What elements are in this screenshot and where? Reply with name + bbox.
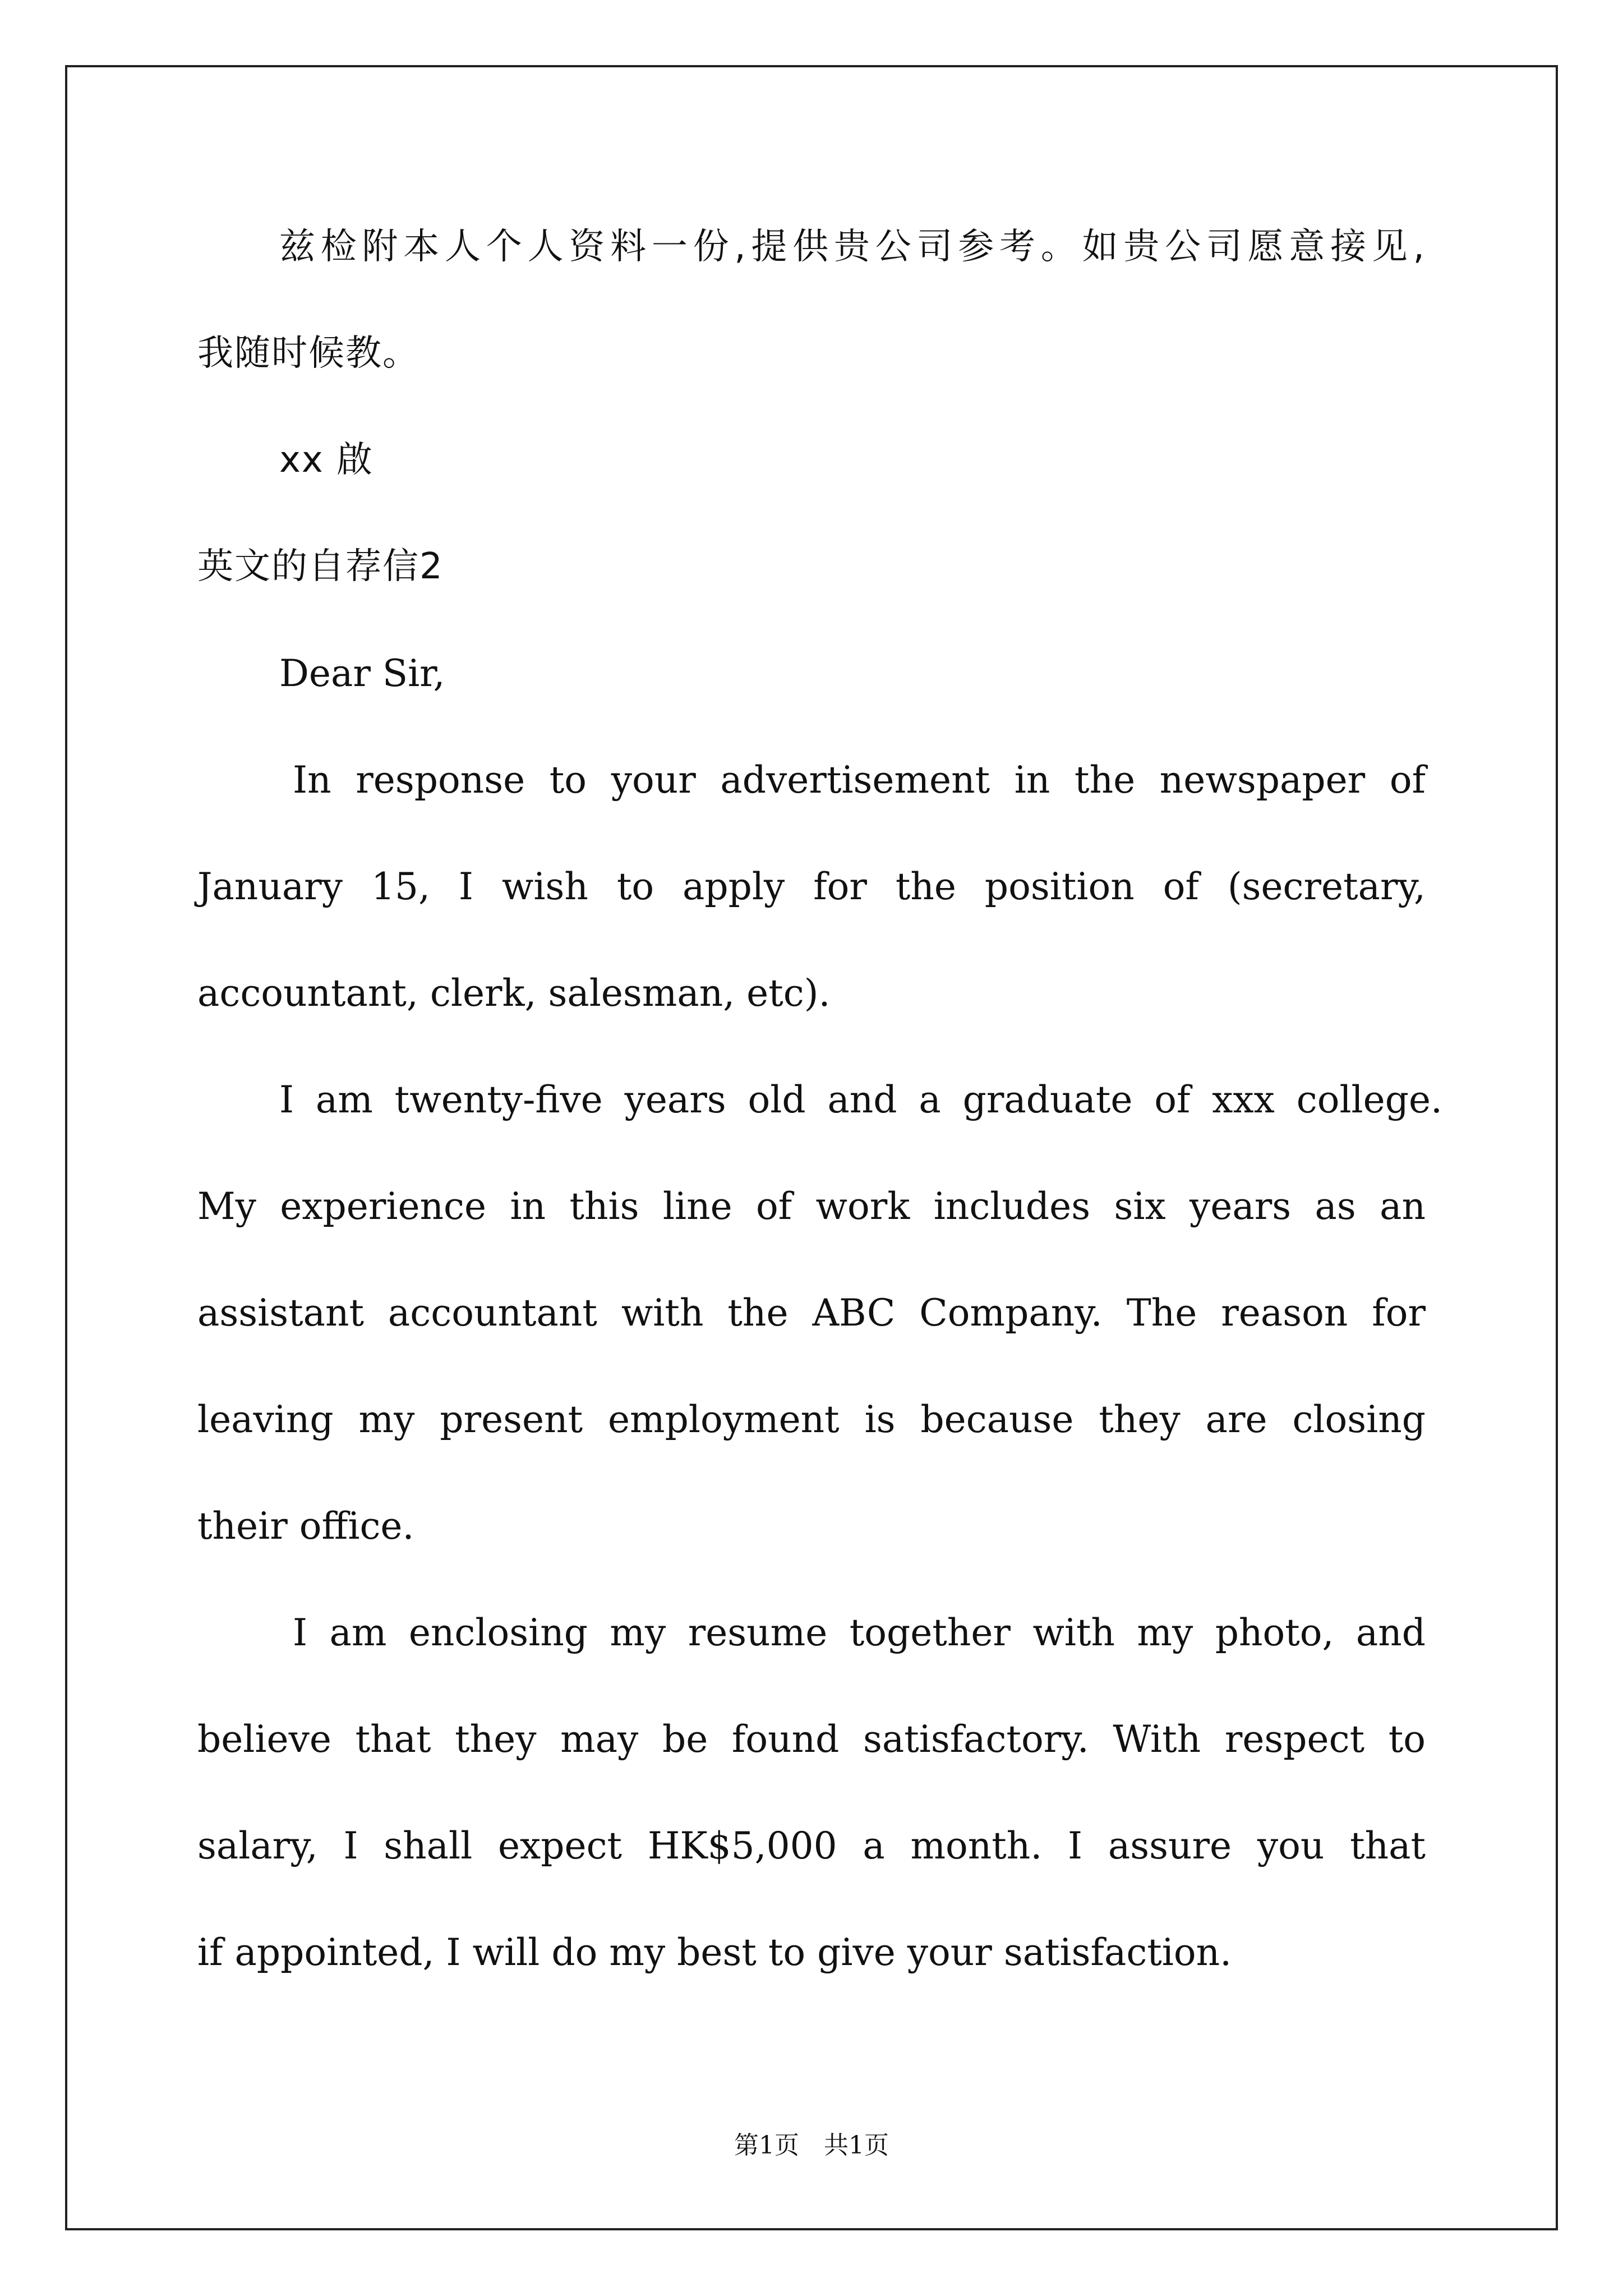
body-text-line: accountant, clerk, salesman, etc). [197, 972, 831, 1015]
body-text-line: if appointed, I will do my best to give your satisfaction. [197, 1931, 1232, 1974]
body-text-line: I am twenty-five years old and a graduate of xxx college. [279, 1078, 1442, 1121]
page-number-footer: 第1页 共1页 [734, 2131, 889, 2160]
body-text-line: 我随时候教。 [197, 333, 419, 374]
body-text-line: salary, I shall expect HK$5,000 a month. I assure you that [197, 1824, 1426, 1867]
body-text-line: leaving my present employment is because they are closing [197, 1398, 1426, 1441]
body-text-line: I am enclosing my resume together with my photo, and [293, 1611, 1426, 1654]
page-border [65, 65, 1558, 2230]
section-heading: 英文的自荐信2 [197, 546, 444, 587]
body-text-line: January 15, I wish to apply for the position of (secretary, [197, 865, 1426, 908]
salutation: Dear Sir, [279, 652, 445, 695]
body-text-line: 兹检附本人个人资料一份,提供贵公司参考。如贵公司愿意接见, [279, 226, 1426, 268]
body-text-line: My experience in this line of work includes six years as an [197, 1185, 1426, 1228]
body-text-line: their office. [197, 1504, 414, 1548]
body-text-line: In response to your advertisement in the newspaper of [293, 758, 1426, 802]
body-text-line: believe that they may be found satisfactory. With respect to [197, 1718, 1426, 1761]
signature-line: xx 啟 [279, 439, 374, 481]
body-text-line: assistant accountant with the ABC Company. The reason for [197, 1291, 1426, 1335]
